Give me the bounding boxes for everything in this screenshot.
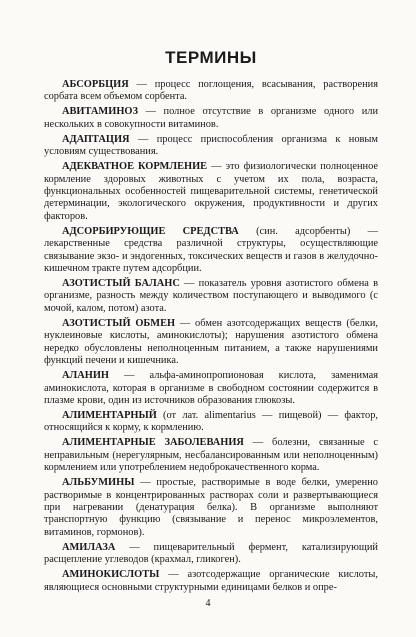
entry-definition: — показатель уровня азотистого обмена в организме, разность между количеством поступающего и выводимого (с мочой, калом, потом) азота. xyxy=(44,278,378,314)
entry-definition: — альфа-аминопропионовая кислота, заменимая аминокислота, которая в организме в свободном состоянии содержится в плазме крови, один из источников образования глюкозы. xyxy=(44,370,378,406)
glossary-entry xyxy=(44,477,378,539)
glossary-entry xyxy=(44,370,378,407)
entry-definition: — обмен азотсодержащих веществ (белки, нуклеиновые кислоты, аминокислоты); нарушения азотистого обмена нередко обусловлены неполноценным питанием, а также нарушениями функций печени и кишечника. xyxy=(44,317,378,367)
entry-definition: — пищеварительный фермент, катализирующий расщепление углеводов (крахмал, гликоген). xyxy=(44,541,378,566)
glossary-entry xyxy=(44,161,378,223)
entry-term: АЛИМЕНТАРНЫЙ xyxy=(62,409,157,421)
entry-term: АМИНОКИСЛОТЫ xyxy=(62,569,160,581)
glossary-entry xyxy=(44,318,378,368)
entry-definition: (от лат. alimentarius — пищевой) — фактор, относящийся к корму, к кормлению. xyxy=(44,409,378,434)
page-title: ТЕРМИНЫ xyxy=(165,48,257,67)
entry-term: АЛЬБУМИНЫ xyxy=(62,477,135,489)
glossary-entry xyxy=(44,542,378,567)
glossary-entry xyxy=(44,278,378,315)
entry-term: АВИТАМИНОЗ xyxy=(62,106,138,118)
entry-definition: — простые, растворимые в воде белки, умеренно растворимые в концентрированных растворах соли и развертывающиеся при нагревании (денатурация белка). В организме выполняют транспортную функцию (связывание и перенос микроэлементов, витаминов, гормонов). xyxy=(44,477,378,538)
entry-definition: (син. адсорбенты) — лекарственные средства различной структуры, осуществляющие связывание экзо- и эндогенных, токсических веществ и газов в желудочно-кишечном тракте путем адсорбции. xyxy=(44,225,378,275)
page-number: 4 xyxy=(205,598,211,609)
entry-definition: — азотсодержащие органические кислоты, являющиеся основными структурными единицами белков и опре- xyxy=(44,569,378,593)
glossary-entry xyxy=(44,569,378,594)
entry-definition: — болезни, связанные с неправильным (нерегулярным, несбалансированным или неполноценным) кормлением или употреблением недоброкачественного корма. xyxy=(44,437,379,474)
glossary-entry xyxy=(44,106,378,131)
entry-definition: — полное отсутствие в организме одного или нескольких в совокупности витаминов. xyxy=(44,106,378,130)
entry-term: АЛАНИН xyxy=(62,370,109,382)
entry-term: АЛИМЕНТАРНЫЕ ЗАБОЛЕВАНИЯ xyxy=(62,437,244,449)
glossary-entry xyxy=(44,437,378,474)
entry-definition: — процесс поглощения, всасывания, растворения сорбата всем объемом сорбента. xyxy=(44,79,378,103)
glossary-entry xyxy=(44,410,378,435)
glossary-entry xyxy=(44,79,378,104)
entry-term: АБСОРБЦИЯ xyxy=(62,79,129,90)
entry-term: АЗОТИСТЫЙ БАЛАНС xyxy=(62,278,180,290)
entry-definition: — процесс приспособления организма к новым условиям существования. xyxy=(44,133,378,158)
glossary-entry xyxy=(44,226,378,276)
glossary-entry xyxy=(44,134,378,159)
entry-term: АЗОТИСТЫЙ ОБМЕН xyxy=(62,317,176,329)
entry-term: АМИЛАЗА xyxy=(62,541,116,553)
entry-term: АДСОРБИРУЮЩИЕ СРЕДСТВА xyxy=(62,225,239,237)
entry-term: АДАПТАЦИЯ xyxy=(62,133,130,145)
entry-term: АДЕКВАТНОЕ КОРМЛЕНИЕ xyxy=(62,161,208,173)
entry-definition: — это физиологически полноценное кормление здоровых животных с учетом их пола, возраста, функциональных особенностей пищеварительной системы, генетической детерминации, экологического окружения, продуктивности и других факторов. xyxy=(44,161,379,222)
